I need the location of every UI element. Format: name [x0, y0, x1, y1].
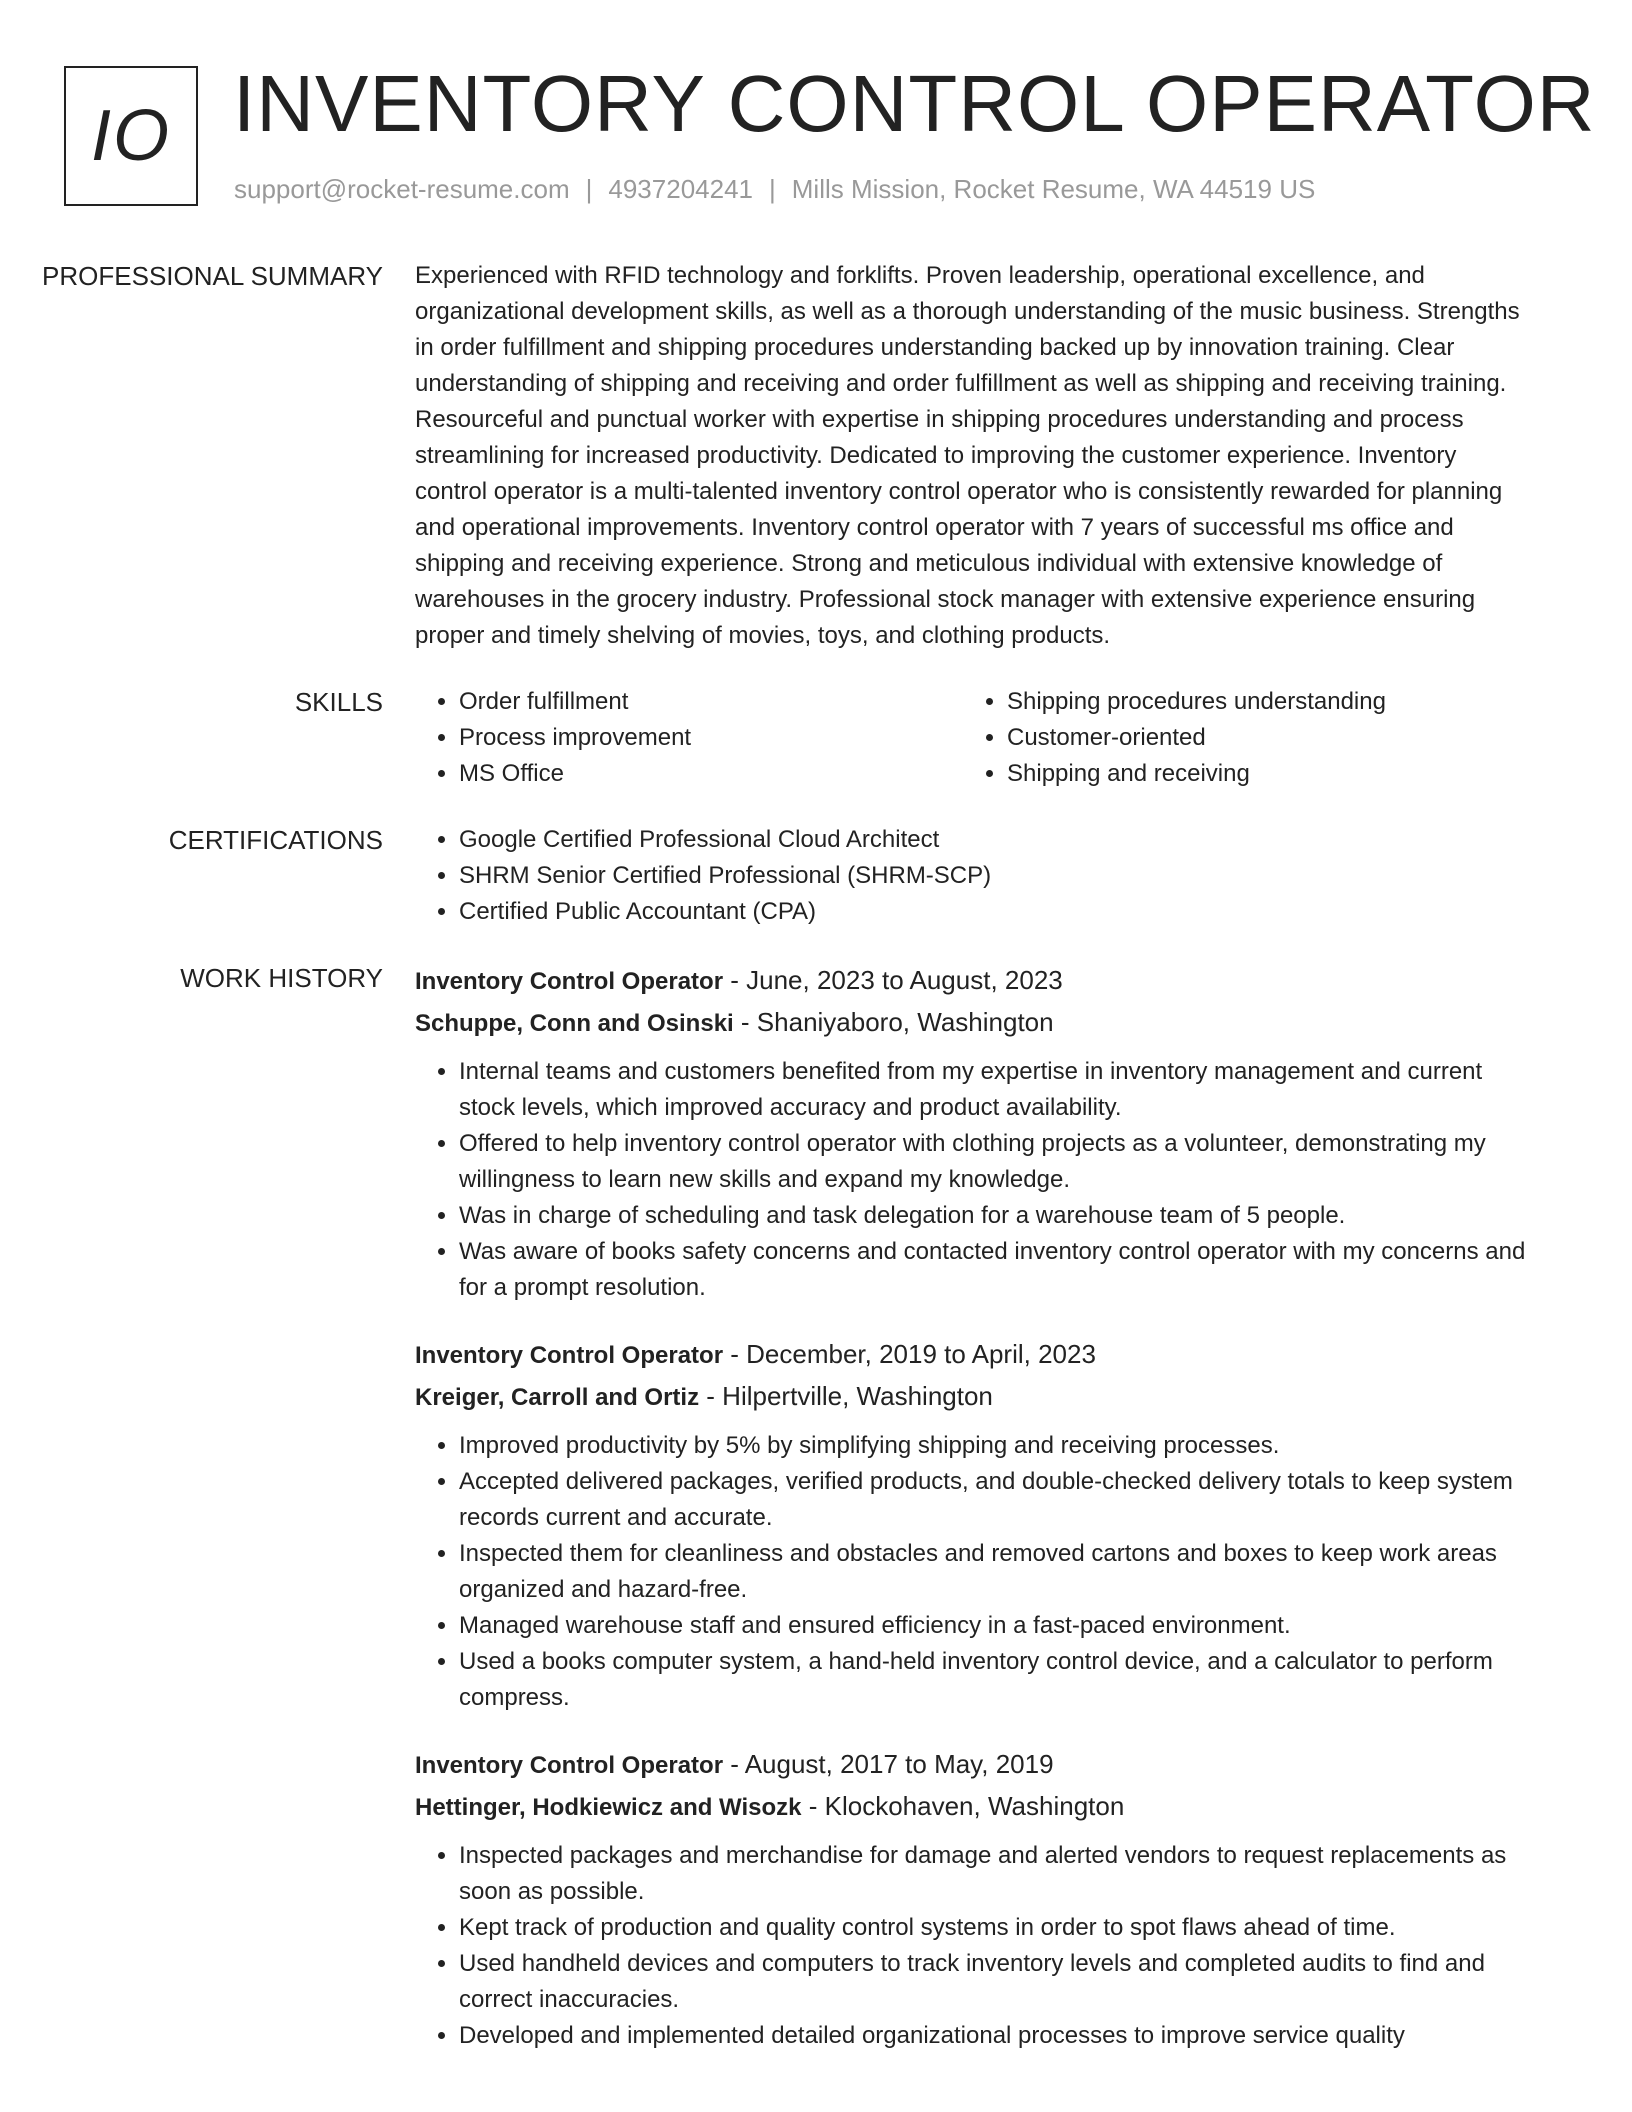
skill-item: • Order fulfillment — [459, 684, 963, 720]
certifications-section — [0, 822, 1632, 930]
certification-item: • Certified Public Accountant (CPA) — [459, 894, 1535, 930]
job-bullet: • Used a books computer system, a hand-held inventory control device, and a calculator to perform compress. — [459, 1644, 1535, 1716]
job-title-line — [415, 1744, 1535, 1786]
monogram-logo: IO — [64, 66, 198, 206]
skill-item: • Customer-oriented — [1007, 720, 1511, 756]
work-history-section — [0, 960, 1632, 2082]
job-bullets — [415, 1838, 1535, 2054]
job-location: - Hilpertville, Washington — [699, 1381, 993, 1411]
job-company-line — [415, 1786, 1535, 1828]
job-bullet: • Accepted delivered packages, verified products, and double-checked delivery totals to keep system records current and accurate. — [459, 1464, 1535, 1536]
job-bullets — [415, 1054, 1535, 1306]
job-bullet: • Was aware of books safety concerns and contacted inventory control operator with my concerns and for a prompt resolution. — [459, 1234, 1535, 1306]
job-company: Schuppe, Conn and Osinski — [415, 1010, 734, 1037]
skills-list-left — [415, 684, 963, 792]
skill-item: • Process improvement — [459, 720, 963, 756]
job-company-line — [415, 1376, 1535, 1418]
skills-section — [0, 684, 1632, 792]
job-bullet: • Kept track of production and quality control systems in order to spot flaws ahead of time. — [459, 1910, 1535, 1946]
skill-item: • MS Office — [459, 756, 963, 792]
job-bullets — [415, 1428, 1535, 1716]
job-bullet: • Developed and implemented detailed organizational processes to improve service quality — [459, 2018, 1535, 2054]
summary-text: Experienced with RFID technology and forklifts. Proven leadership, operational excellence, and organizational development skills, as well as a thorough understanding of the music business. Strengths in order fulfillment and shipping procedures understanding backed up by innovation training. Clear understanding of shipping and receiving and order fulfillment as well as shipping and receiving training. Resourceful and punctual worker with expertise in shipping procedures understanding and process streamlining for increased productivity. Dedicated to improving the customer experience. Inventory control operator is a multi-talented inventory control operator who is consistently rewarded for planning and operational improvements. Inventory control operator with 7 years of successful ms office and shipping and receiving experience. Strong and meticulous individual with extensive knowledge of warehouses in the grocery industry. Professional stock manager with extensive experience ensuring proper and timely shelving of movies, toys, and clothing products. — [415, 262, 1520, 649]
certifications-list — [415, 822, 1535, 930]
job-company: Kreiger, Carroll and Ortiz — [415, 1384, 700, 1411]
job-company: Hettinger, Hodkiewicz and Wisozk — [415, 1794, 802, 1821]
certification-item: • Google Certified Professional Cloud Architect — [459, 822, 1535, 858]
job-title-line — [415, 960, 1535, 1002]
job-company-line — [415, 1002, 1535, 1044]
job-bullet: • Was in charge of scheduling and task delegation for a warehouse team of 5 people. — [459, 1198, 1535, 1234]
summary-section — [0, 258, 1632, 654]
job-bullet: • Offered to help inventory control operator with clothing projects as a volunteer, demonstrating my willingness to learn new skills and expand my knowledge. — [459, 1126, 1535, 1198]
candidate-name: INVENTORY CONTROL OPERATOR — [233, 59, 1596, 148]
job-title: Inventory Control Operator — [415, 1752, 724, 1779]
job-bullet: • Inspected them for cleanliness and obstacles and removed cartons and boxes to keep work areas organized and hazard-free. — [459, 1536, 1535, 1608]
certification-item: • SHRM Senior Certified Professional (SHRM-SCP) — [459, 858, 1535, 894]
job-location: - Shaniyaboro, Washington — [733, 1007, 1054, 1037]
job-entry — [415, 1744, 1535, 2054]
job-dates: - August, 2017 to May, 2019 — [723, 1749, 1054, 1779]
contact-phone: 4937204241 — [608, 174, 753, 204]
job-dates: - December, 2019 to April, 2023 — [723, 1339, 1096, 1369]
section-label: WORK HISTORY — [180, 963, 383, 993]
job-title: Inventory Control Operator — [415, 1342, 724, 1369]
job-location: - Klockohaven, Washington — [801, 1791, 1125, 1821]
section-label: PROFESSIONAL SUMMARY — [42, 261, 383, 291]
job-entry — [415, 960, 1535, 1306]
job-bullet: • Inspected packages and merchandise for damage and alerted vendors to request replacements as soon as possible. — [459, 1838, 1535, 1910]
section-label: SKILLS — [294, 687, 383, 717]
job-bullet: • Managed warehouse staff and ensured efficiency in a fast-paced environment. — [459, 1608, 1535, 1644]
job-title-line — [415, 1334, 1535, 1376]
job-title: Inventory Control Operator — [415, 968, 724, 995]
skill-item: • Shipping and receiving — [1007, 756, 1511, 792]
contact-line — [234, 174, 1315, 205]
section-label: CERTIFICATIONS — [168, 825, 383, 855]
job-bullet: • Used handheld devices and computers to track inventory levels and completed audits to find and correct inaccuracies. — [459, 1946, 1535, 2018]
job-bullet: • Improved productivity by 5% by simplifying shipping and receiving processes. — [459, 1428, 1535, 1464]
contact-separator: | — [769, 174, 776, 204]
contact-separator: | — [585, 174, 593, 204]
skill-item: • Shipping procedures understanding — [1007, 684, 1511, 720]
contact-email: support@rocket-resume.com — [234, 174, 570, 204]
job-bullet: • Internal teams and customers benefited from my expertise in inventory management and current stock levels, which improved accuracy and product availability. — [459, 1054, 1535, 1126]
job-entry — [415, 1334, 1535, 1716]
skills-list-right — [963, 684, 1511, 792]
contact-address: Mills Mission, Rocket Resume, WA 44519 US — [791, 174, 1316, 204]
resume-sections — [0, 258, 1632, 2112]
job-dates: - June, 2023 to August, 2023 — [723, 965, 1063, 995]
